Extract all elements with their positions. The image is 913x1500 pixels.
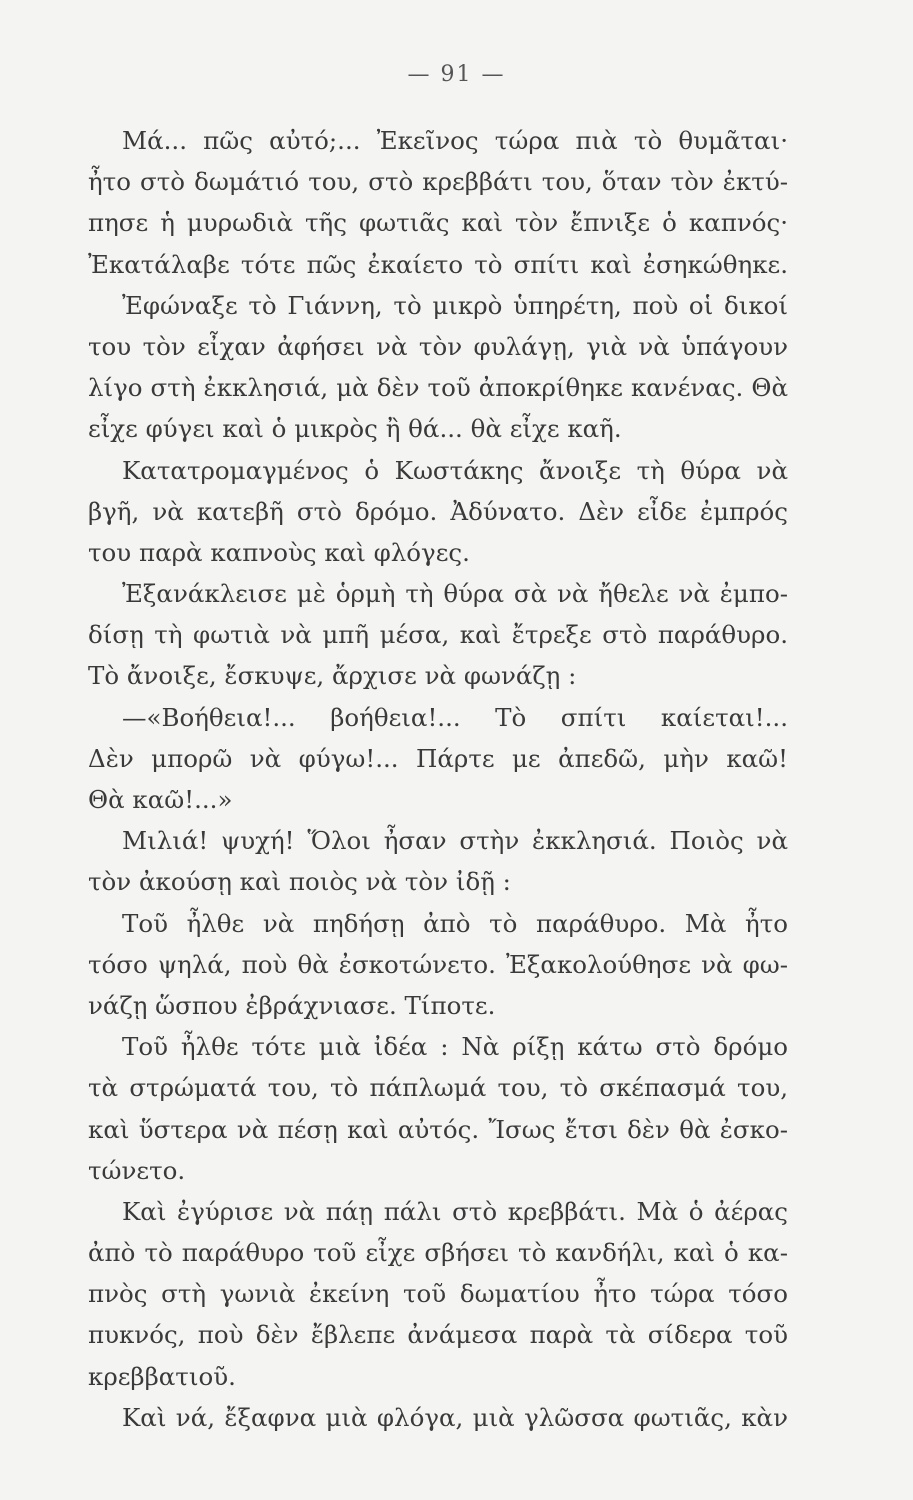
text-line: ἀπὸ τὸ παράθυρο τοῦ εἶχε σβήσει τὸ κανδήλι, καὶ ὁ κα- [88, 1238, 788, 1268]
text-line: πυκνός, ποὺ δὲν ἔβλεπε ἀνάμεσα παρὰ τὰ σίδερα τοῦ [88, 1320, 788, 1350]
text-line: Ἐξανάκλεισε μὲ ὁρμὴ τὴ θύρα σὰ νὰ ἤθελε νὰ ἐμπο- [122, 579, 788, 609]
text-line: πησε ἡ μυρωδιὰ τῆς φωτιᾶς καὶ τὸν ἔπνιξε ὁ καπνός· [88, 208, 788, 238]
text-line: τὰ στρώματά του, τὸ πάπλωμά του, τὸ σκέπασμά του, [88, 1073, 788, 1103]
body-text [88, 120, 788, 1438]
text-line: Θὰ καῶ!...» [88, 785, 233, 814]
text-line: δίσῃ τὴ φωτιὰ νὰ μπῆ μέσα, καὶ ἔτρεξε στὸ παράθυρο. [88, 620, 788, 650]
text-line: τὸν ἀκούσῃ καὶ ποιὸς νὰ τὸν ἰδῇ : [88, 867, 511, 897]
text-line: Τοῦ ἦλθε τότε μιὰ ἰδέα : Νὰ ρίξῃ κάτω στὸ δρόμο [122, 1032, 788, 1062]
text-line: τόσο ψηλά, ποὺ θὰ ἐσκοτώνετο. Ἐξακολούθησε νὰ φω- [88, 949, 788, 979]
text-line: Δὲν μπορῶ νὰ φύγω!... Πάρτε με ἀπεδῶ, μὴν καῶ! [88, 743, 788, 773]
text-line: καὶ ὕστερα νὰ πέσῃ καὶ αὐτός. Ἴσως ἔτσι δὲν θὰ ἐσκο- [88, 1114, 788, 1144]
text-line: Τὸ ἄνοιξε, ἔσκυψε, ἄρχισε νὰ φωνάζῃ : [88, 661, 577, 691]
text-line: —«Βοήθεια!... βοήθεια!... Τὸ σπίτι καίεται!... [122, 702, 788, 732]
text-line: Κατατρομαγμένος ὁ Κωστάκης ἄνοιξε τὴ θύρα νὰ [122, 455, 788, 485]
text-line: ἦτο στὸ δωμάτιό του, στὸ κρεββάτι του, ὅταν τὸν ἐκτύ- [88, 167, 788, 197]
text-line: Μά... πῶς αὐτό;... Ἐκεῖνος τώρα πιὰ τὸ θυμᾶται· [122, 126, 788, 155]
text-line: κρεββατιοῦ. [88, 1361, 236, 1391]
text-line: πνὸς στὴ γωνιὰ ἐκείνη τοῦ δωματίου ἦτο τώρα τόσο [88, 1279, 788, 1309]
text-line: Ἐφώναξε τὸ Γιάννη, τὸ μικρὸ ὑπηρέτη, ποὺ οἱ δικοί [122, 290, 788, 320]
text-line: λίγο στὴ ἐκκλησιά, μὰ δὲν τοῦ ἀποκρίθηκε κανένας. Θὰ [88, 373, 788, 403]
text-line: Καὶ νά, ἔξαφνα μιὰ φλόγα, μιὰ γλῶσσα φωτιᾶς, κὰν [122, 1402, 788, 1432]
text-line: τώνετο. [88, 1155, 186, 1185]
text-line: Ἐκατάλαβε τότε πῶς ἐκαίετο τὸ σπίτι καὶ ἐσηκώθηκε. [88, 249, 788, 279]
text-line: του τὸν εἶχαν ἀφήσει νὰ τὸν φυλάγῃ, γιὰ νὰ ὑπάγουν [88, 331, 788, 361]
text-line: Καὶ ἐγύρισε νὰ πάῃ πάλι στὸ κρεββάτι. Μὰ ὁ ἀέρας [122, 1196, 788, 1226]
text-line: εἶχε φύγει καὶ ὁ μικρὸς ἢ θά... θὰ εἶχε καῆ. [88, 414, 622, 444]
text-line: Μιλιά! ψυχή! Ὅλοι ἦσαν στὴν ἐκκλησιά. Ποιὸς νὰ [122, 826, 788, 856]
text-line: Τοῦ ἦλθε νὰ πηδήσῃ ἀπὸ τὸ παράθυρο. Μὰ ἦτο [122, 908, 788, 938]
text-line: βγῆ, νὰ κατεβῆ στὸ δρόμο. Ἀδύνατο. Δὲν εἶδε ἐμπρός [88, 496, 788, 526]
text-line: νάζῃ ὥσπου ἐβράχνιασε. Τίποτε. [88, 990, 496, 1020]
page-number: — 91 — [407, 62, 506, 87]
text-line: του παρὰ καπνοὺς καὶ φλόγες. [88, 537, 470, 567]
